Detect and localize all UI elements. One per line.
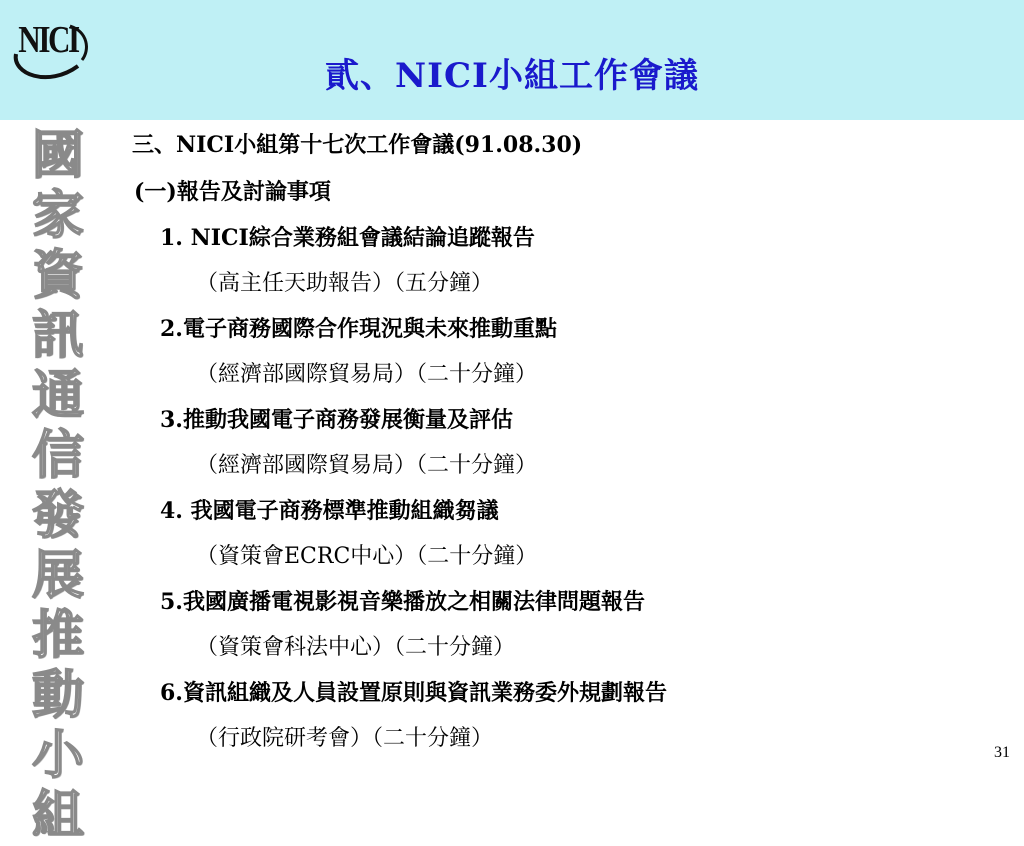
agenda-item-detail: （經濟部國際貿易局）（二十分鐘） <box>196 362 538 387</box>
vertical-title-char: 信 <box>31 426 84 486</box>
vertical-title-char: 組 <box>31 786 84 846</box>
agenda-item-title: 2.電子商務國際合作現況與未來推動重點 <box>160 316 557 342</box>
vertical-title-char: 小 <box>31 726 84 786</box>
vertical-title-char: 展 <box>31 546 84 606</box>
page-number: 31 <box>994 744 1010 761</box>
vertical-title-char: 推 <box>31 606 84 666</box>
agenda-item-title: 5.我國廣播電視影視音樂播放之相關法律問題報告 <box>160 589 645 615</box>
vertical-title-char: 發 <box>31 486 84 546</box>
agenda-item-detail: （資策會科法中心）（二十分鐘） <box>196 635 516 660</box>
vertical-title-char: 動 <box>31 666 84 726</box>
agenda-item-title: 1. NICI綜合業務組會議結論追蹤報告 <box>160 225 535 251</box>
agenda-item-title: 6.資訊組織及人員設置原則與資訊業務委外規劃報告 <box>160 680 667 706</box>
agenda-item-detail: （高主任天助報告）（五分鐘） <box>196 271 494 296</box>
section-heading: 三、NICI小組第十七次工作會議(91.08.30) <box>132 132 583 158</box>
vertical-title-char: 家 <box>31 186 84 246</box>
vertical-title-char: 國 <box>31 126 84 186</box>
agenda-item-detail: （經濟部國際貿易局）（二十分鐘） <box>196 453 538 478</box>
page-title: 貳、NICI小組工作會議 <box>325 56 699 96</box>
agenda-item-title: 4. 我國電子商務標準推動組織芻議 <box>160 498 499 524</box>
vertical-title-char: 通 <box>31 366 84 426</box>
agenda-item-detail: （資策會ECRC中心）（二十分鐘） <box>196 544 538 569</box>
subsection-heading: (一)報告及討論事項 <box>134 179 331 205</box>
vertical-title-char: 資 <box>31 246 84 306</box>
agenda-item-title: 3.推動我國電子商務發展衡量及評估 <box>160 407 513 433</box>
vertical-title-char: 訊 <box>31 306 84 366</box>
logo-text: NICI <box>18 19 78 61</box>
agenda-item-detail: （行政院研考會）（二十分鐘） <box>196 726 494 751</box>
